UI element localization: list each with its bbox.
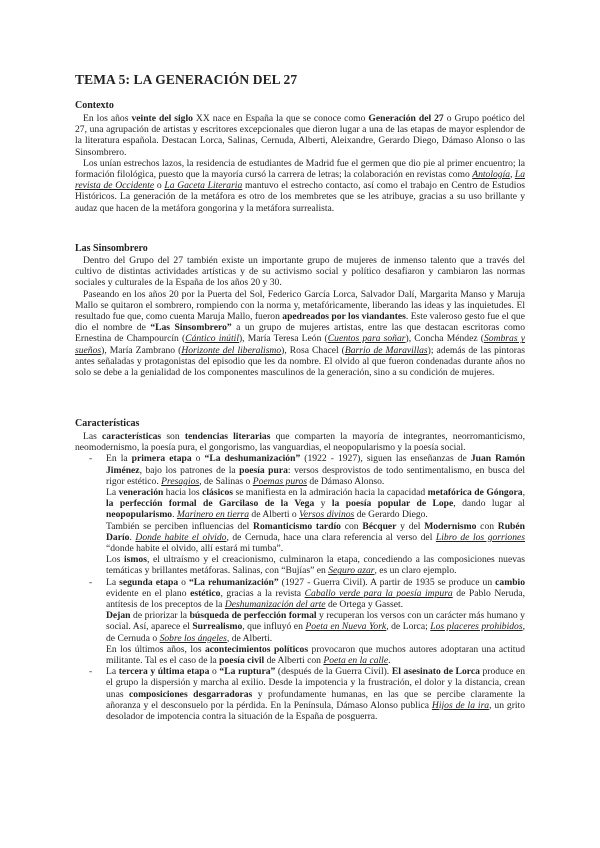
bold-text: Juan Ramón Jiménez <box>106 453 525 476</box>
section-contexto <box>75 113 525 214</box>
work-title: Barrio de Maravillas <box>344 344 428 356</box>
work-title: Antología <box>472 169 511 181</box>
work-title: Cuentos para soñar <box>327 333 406 345</box>
bold-text: composiciones desgarradoras <box>129 688 253 700</box>
paragraph: Las características son tendencias literarias que comparten la mayoría de integrantes, neorromanticismo, neomodernismo, la poesía pura, el gongorismo, las vanguardias, el neopopularismo y la poesía social. <box>75 431 525 454</box>
dash-bullet: - <box>89 453 93 465</box>
bold-text: acontecimientos políticos <box>205 643 309 655</box>
section-heading-contexto: Contexto <box>75 100 114 111</box>
section-heading-caracteristicas: Características <box>75 418 140 429</box>
bold-text: estético <box>190 587 221 599</box>
paragraph: La segunda etapa o “La rehumanización” (1927 - Guerra Civil). A partir de 1935 se produce un cambio evidente en el plano estético, gracias a la revista Caballo verde para la poesía impura de Pablo Neruda, antítesis de los preceptos de la Deshumanización del arte de Ortega y Gasset. <box>106 576 526 611</box>
work-title: Hijos de la ira <box>431 699 490 711</box>
characteristics-list <box>75 453 525 722</box>
work-title: Deshumanización del arte <box>224 599 326 611</box>
bold-text: veinte del siglo <box>131 113 193 124</box>
bold-text: cambio <box>495 576 526 588</box>
bold-text: poesía pura <box>239 464 288 476</box>
bold-text: “La rehumanización” <box>188 576 279 588</box>
list-item <box>75 453 525 576</box>
work-title: Horizonte del liberalismo <box>181 344 282 356</box>
bold-text: primera etapa <box>131 453 192 465</box>
paragraph: Los ismos, el ultraísmo y el creacionismo, culminaron la etapa, concediendo a las composiciones nuevas temáticas y brillantes metáforas. Salinas, con “Bujías” en Seguro azar, es un claro ejemplo. <box>106 554 526 577</box>
paragraph: En los últimos años, los acontecimientos políticos provocaron que muchos autores adoptaran una actitud militante. Tal es el caso de la poesía civil de Alberti con Poeta en la calle. <box>106 643 525 667</box>
bold-text: veneración <box>118 487 164 499</box>
bold-text: “La ruptura” <box>219 666 276 678</box>
paragraph: Los unían estrechos lazos, la residencia de estudiantes de Madrid fue el germen que dio pie al primer encuentro; la formación filológica, puesto que la mayoría cursó la carrera de letras; la colaboración en revistas como Antología, La revista de Occidente o La Gaceta Literaria mantuvo el estrecho contacto, así como el trabajo en Centro de Estudios Históricos. La generación de la metáfora es otro de los membretes que se les atribuye, gracias a su uso brillante y audaz que hacen de la metáfora gongorina y la metáfora surrealista. <box>75 157 526 214</box>
bold-text: poesía civil <box>219 655 265 667</box>
section-caracteristicas <box>75 431 525 722</box>
bold-text: apedreados por los viandantes <box>282 311 406 323</box>
page-title: TEMA 5: LA GENERACIÓN DEL 27 <box>75 72 298 87</box>
bold-text: Modernismo <box>424 520 477 532</box>
bold-text: búsqueda de perfección formal <box>189 610 317 622</box>
paragraph: En los años veinte del siglo XX nace en España la que se conoce como Generación del 27 o Grupo poético del 27, una agrupación de artistas y escritores excepcionales que dieron lugar a una de las etapas de mayor esplendor de la literatura española. Destacan Lorca, Salinas, Cernuda, Alberti, Aleixandre, Gerardo Diego, Dámaso Alonso o las Sinsombrero. <box>75 113 526 158</box>
bold-text: tendencias literarias <box>184 431 271 442</box>
bold-text: características <box>102 431 162 442</box>
work-title: Poemas puros <box>252 475 308 487</box>
section-sinsombrero <box>75 255 525 378</box>
list-item <box>75 666 525 722</box>
work-title: Libro de los gorriones <box>435 531 526 543</box>
paragraph: Paseando en los años 20 por la Puerta del Sol, Federico García Lorca, Salvador Dalí, Margarita Manso y Maruja Mallo se quitaron el sombrero, rompiendo con la norma y, metafóricamente, liberando las ideas y las inquietudes. El resultado fue que, como cuenta Maruja Mallo, fueron apedreados por los viandantes. Este valeroso gesto fue el que dio el nombre de “Las Sinsombrero” a un grupo de mujeres artistas, entre las que destacan escritoras como Ernestina de Champourcín (Cántico inútil), María Teresa León (Cuentos para soñar), Concha Méndez (Sombras y sueños), María Zambrano (Horizonte del liberalismo), Rosa Chacel (Barrio de Maravillas); además de las pintoras antes señaladas y protagonistas del episodio que les da nombre. El olvido al que fueron condenadas durante años no solo se debe a la genialidad de los componentes masculinos de la generación, sino a su condición de mujeres. <box>75 288 526 379</box>
bold-text: clásicos <box>202 487 234 499</box>
list-item <box>75 577 525 667</box>
bold-text: Surrealismo <box>192 621 243 633</box>
section-heading-sinsombrero: Las Sinsombrero <box>75 243 148 254</box>
work-title: Sombras y sueños <box>75 333 525 356</box>
work-title: Donde habite el olvido <box>135 531 227 543</box>
bold-text: Generación del 27 <box>368 113 444 124</box>
bold-text: ismos <box>124 554 147 566</box>
bold-text: Bécquer <box>362 520 397 532</box>
work-title: La Gaceta Literaria <box>164 180 243 192</box>
paragraph: La veneración hacia los clásicos se manifiesta en la admiración hacia la capacidad metafórica de Góngora, la perfección formal de Garcilaso de la Vega y la poesía popular de Lope, dando lugar al neopopularismo. Marinero en tierra de Alberti o Versos divinos de Gerardo Diego. <box>106 487 525 521</box>
work-title: Marinero en tierra <box>176 509 250 521</box>
work-title: Poeta en la calle <box>323 655 389 667</box>
bold-text: “Las Sinsombrero” <box>150 322 232 334</box>
paragraph: Dejan de priorizar la búsqueda de perfección formal y recuperan los versos con un carácter más humano y social. Así, aparece el Surrealismo, que influyó en Poeta en Nueva York, de Lorca; Los placeres prohibidos, de Cernuda o Sobre los ángeles, de Alberti. <box>106 610 525 644</box>
paragraph: Dentro del Grupo del 27 también existe un importante grupo de mujeres de inmenso talento que a través del cultivo de distintas actividades artísticas y de su activismo social y político desafiaron y cambiaron las normas sociales y culturales de la España de los años 20 y 30. <box>75 255 525 289</box>
work-title: Seguro azar <box>328 565 375 577</box>
paragraph: También se perciben influencias del Romanticismo tardío con Bécquer y del Modernismo con Rubén Darío. Donde habite el olvido, de Cernuda, hace una clara referencia al verso del Libro de los gorriones “donde habite el olvido, allí estará mi tumba”. <box>106 520 526 555</box>
work-title: Presagios <box>161 475 200 487</box>
bold-text: Dejan <box>106 610 131 622</box>
bold-text: Rubén Darío <box>106 520 525 543</box>
work-title: Caballo verde para la poesía impura <box>304 587 453 599</box>
bold-text: metafórica de Góngora <box>427 487 523 499</box>
dash-bullet: - <box>89 666 93 678</box>
paragraph: En la primera etapa o “La deshumanización” (1922 - 1927), siguen las enseñanzas de Juan Ramón Jiménez, bajo los patrones de la poesía pura: versos desprovistos de todo sentimentalismo, en busca del rigor estético. Presagios, de Salinas o Poemas puros de Dámaso Alonso. <box>106 453 525 487</box>
bold-text: El asesinato de Lorca <box>391 666 480 678</box>
work-title: Cántico inútil <box>185 333 239 345</box>
bold-text: neopopularismo <box>106 509 173 521</box>
bold-text: la poesía popular de Lope <box>331 498 454 510</box>
work-title: Versos divinos <box>299 509 355 521</box>
bold-text: tercera y última etapa <box>118 666 210 678</box>
bold-text: segunda etapa <box>119 576 179 588</box>
bold-text: Romanticismo tardío <box>253 520 341 532</box>
paragraph: La tercera y última etapa o “La ruptura” (después de la Guerra Civil). El asesinato de Lorca produce en el grupo la dispersión y marcha al exilio. Desde la impotencia y la frustración, el dolor y la distancia, crean unas composiciones desgarradoras y profundamente humanas, en las que se percibe claramente la añoranza y el desconsuelo por la pérdida. En la Península, Dámaso Alonso publica Hijos de la ira, un grito desolador de impotencia contra la situación de la España de posguerra. <box>106 666 526 723</box>
work-title: La revista de Occidente <box>75 169 526 192</box>
bold-text: la perfección formal de Garcilaso de la Vega <box>106 498 315 510</box>
bold-text: “La deshumanización” <box>204 453 301 465</box>
work-title: Sobre los ángeles <box>159 632 227 644</box>
work-title: Los placeres prohibidos <box>430 621 523 633</box>
work-title: Poeta en Nueva York <box>305 621 387 633</box>
dash-bullet: - <box>89 576 93 588</box>
